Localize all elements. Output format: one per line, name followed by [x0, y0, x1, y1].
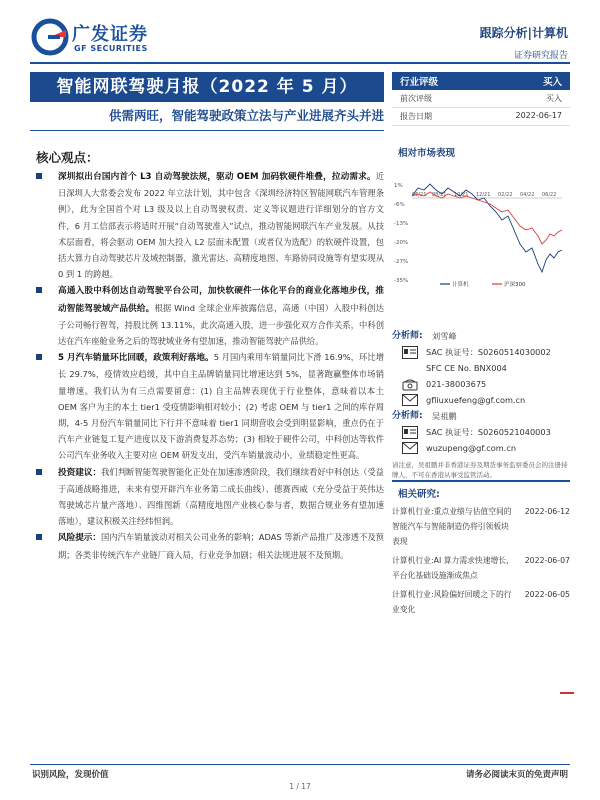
report-date-row [392, 108, 570, 126]
title-divider [30, 130, 384, 131]
footer-slogan: 识别风险，发现价值 [32, 770, 109, 780]
x-tick: 12/21 [476, 192, 491, 198]
bullet-item [36, 349, 384, 463]
header-right [480, 24, 568, 61]
bullet-lead: 风险提示： [58, 533, 102, 544]
market-performance-chart [392, 160, 570, 290]
analyst-panel [392, 328, 570, 480]
footer-accent-bar [560, 692, 574, 694]
spacer-icon [400, 361, 420, 375]
bullet-lead: 投资建议： [58, 467, 102, 478]
x-tick: 06/22 [542, 192, 557, 198]
bullet-square-icon [36, 173, 42, 179]
report-title: 智能网联驾驶月报（2022 年 5 月） [30, 72, 384, 102]
brand-cn: 广发证券 [72, 24, 148, 45]
x-tick: 04/22 [520, 192, 535, 198]
bullet-body: 近日深圳人大常委会发布 2022 年立法计划，其中包含《深圳经济特区智能网联汽车管理条例》，此为全国首个对 L3 级及以上自动驾驶权责、定义等议题进行详细划分的官方文件，6 月工信部表示将适时开展“自动驾驶准入”试点，推动智能网联汽车产业发展。从技术层面看，将会驱动 OEM 加大投入 L2 层面未配置（或者仅为选配）的软硬件设置，包括大算力自动驾驶芯片及域控制器，激光雷达、高精度地图、车路协同设施等有望实现从 0 到 1 的跨越。 [58, 171, 384, 280]
report-date-label: 报告日期 [400, 112, 432, 121]
related-item[interactable] [392, 504, 570, 549]
related-head-wrap [392, 480, 570, 500]
related-item[interactable] [392, 553, 570, 583]
bullet-square-icon [36, 534, 42, 540]
bullet-item [36, 282, 384, 349]
prev-rating-row [392, 90, 570, 108]
footer-divider [30, 764, 570, 765]
email-icon [400, 393, 420, 407]
gf-logo-icon [30, 18, 70, 56]
rating-label: 行业评级 [400, 77, 439, 88]
page-number: 1 / 17 [289, 782, 311, 791]
related-research-heading: 相关研究: [398, 489, 440, 500]
y-tick: 1% [394, 183, 403, 189]
email-icon [400, 441, 420, 455]
report-category: 跟踪分析|计算机 [479, 26, 568, 40]
analyst-2-name: 吴祖鹏 [432, 411, 457, 421]
related-research [392, 480, 570, 617]
legend-hs300: 沪深300 [504, 282, 526, 288]
analyst-1-email-row [392, 392, 570, 408]
rating-panel [392, 72, 570, 126]
bullet-item [36, 529, 384, 562]
analyst-label: 分析师: [392, 411, 423, 421]
brand-en: GF SECURITIES [74, 44, 148, 53]
y-tick: -13% [394, 221, 409, 227]
analyst-1-sfc: SFC CE No. BNX004 [426, 363, 507, 373]
analyst-1-sac: SAC 执证号：S0260514030002 [426, 347, 551, 357]
market-chart-heading: 相对市场表现 [398, 148, 456, 159]
bullet-square-icon [36, 354, 42, 360]
analyst-1-email[interactable]: gfliuxuefeng@gf.com.cn [426, 395, 526, 405]
id-card-icon [400, 425, 420, 439]
bullet-lead: 高通入股中科创达自动驾驶平台公司，加快软硬件一体化平台的商业化落地步伐，推动智能驾驶域产品供给。 [58, 286, 384, 314]
core-views-heading: 核心观点： [36, 150, 99, 165]
analyst-1-name-row [392, 328, 570, 344]
prev-rating-label: 前次评级 [400, 94, 432, 103]
id-card-icon [400, 345, 420, 359]
bullet-lead: 5 月汽车销量环比回暖，政策利好落地。 [58, 353, 214, 364]
market-chart-heading-wrap [392, 145, 570, 159]
x-tick: 06/21 [412, 192, 427, 198]
analyst-1-name: 刘雪峰 [432, 331, 457, 341]
prev-rating-value: 买入 [546, 94, 562, 103]
y-tick: -20% [394, 240, 409, 246]
header-divider [30, 62, 570, 64]
x-tick: 10/21 [454, 192, 469, 198]
y-tick: -6% [394, 202, 405, 208]
bullet-body: 我们判断智能驾驶智能化正处在加速渗透阶段，我们继续看好中科创达（受益于高通战略推进，未来有望开辟汽车业务第二成长曲线）、德赛西威（充分受益于英伟达驾驶域芯片量产落地）、四维图新（高精度地图产业核心参与者，数据合规业务有望加速落地），建议积极关注经纬恒润。 [58, 466, 384, 527]
related-item-date: 2022-06-07 [524, 556, 570, 565]
related-item-title[interactable]: 计算机行业:AI 算力需求快速增长，平台化基础设施渐成焦点 [392, 556, 514, 580]
series-hs300-line [412, 192, 562, 244]
x-tick: 02/22 [498, 192, 513, 198]
bullet-square-icon [36, 469, 42, 475]
bullet-body: 国内汽车销量波动对相关公司业务的影响；ADAS 等新产品推广及渗透不及预期；各类非传统汽车产业链厂商入局，行业竞争加剧；相关法规进展不及预期。 [58, 532, 384, 560]
x-axis-labels [412, 192, 556, 198]
y-axis-labels [394, 183, 408, 284]
rating-header [392, 72, 570, 90]
analyst-1-sac-row [392, 344, 570, 360]
legend-computer: 计算机 [452, 282, 469, 288]
rating-value: 买入 [542, 77, 562, 88]
report-date-value: 2022-06-17 [515, 111, 562, 120]
y-tick: -35% [394, 278, 409, 284]
related-item-title[interactable]: 计算机行业:风险偏好回暖之下的行业变化 [392, 590, 512, 614]
x-tick: 08/21 [432, 192, 447, 198]
bullet-body: 根据 Wind 全球企业库披露信息，高通（中国）入股中科创达子公司畅行智驾，持股比例 13.11%，此次高通入股，进一步强化双方合作关系，中科创达在汽车座舱业务之后的驾驶域业务有望加速，推动智能驾驶产品供给。 [58, 302, 384, 347]
bullet-item [36, 168, 384, 282]
analyst-2-sac-row [392, 424, 570, 440]
bullet-item [36, 464, 384, 530]
analyst-2-name-row [392, 408, 570, 424]
analyst-2-email[interactable]: wuzupeng@gf.com.cn [426, 443, 517, 453]
gf-securities-logo [30, 18, 170, 58]
bullet-body: 5 月国内乘用车销量同比下滑 16.9%，环比增长 29.7%，疫情效应趋缓，其中自主品牌销量同比增速达到 5%，显著跑赢整体市场销量增速。我们认为有三点需要留意：(1) 自主品牌表现优于行业整体，意味着以本土 OEM 客户为主的本土 tier1 受疫情影响相对较小；(2) 考虑 OEM 与 tier1 之间的库存周期，4-5 月份汽车销量同比下行并不意味着 tier1 同期营收会受到明显影响，重点仍在于汽车产业链复工复产进度以及下游消费复苏态势；(3) 相较于硬件公司，中科创达等软件公司汽车业务收入主要对应 OEM 研发支出，受汽车销量波动小，业绩稳定性更高。 [58, 352, 384, 461]
y-tick: -27% [394, 259, 409, 265]
analyst-2-email-row [392, 440, 570, 456]
analyst-1-phone: 021-38003675 [426, 379, 487, 389]
analyst-2-sac: SAC 执证号：S0260521040003 [426, 427, 551, 437]
report-type: 证券研究报告 [513, 51, 568, 61]
report-subtitle: 供需两旺，智能驾驶政策立法与产业进展齐头并进 [108, 108, 384, 123]
analyst-disclaimer-note: 请注意，吴祖鹏并非香港证券及期货事务监察委员会的注册持牌人，不可在香港从事受监管活动。 [392, 461, 568, 479]
related-item-date: 2022-06-12 [524, 507, 570, 516]
related-item-title[interactable]: 计算机行业:重点业绩与估值空间的智能汽车与智能制造仍将引领板块表现 [392, 507, 512, 546]
related-item-date: 2022-06-05 [524, 590, 570, 599]
core-views-list [36, 168, 384, 563]
related-item[interactable] [392, 587, 570, 617]
analyst-label: 分析师: [392, 331, 423, 341]
bullet-lead: 深圳拟出台国内首个 L3 自动驾驶法规，驱动 OEM 加码软硬件堆叠，拉动需求。 [58, 172, 376, 182]
footer-disclaimer: 请务必阅读末页的免责声明 [465, 770, 568, 780]
phone-icon [400, 377, 420, 391]
analyst-1-phone-row [392, 376, 570, 392]
analyst-1-sfc-row [392, 360, 570, 376]
bullet-square-icon [36, 287, 42, 293]
